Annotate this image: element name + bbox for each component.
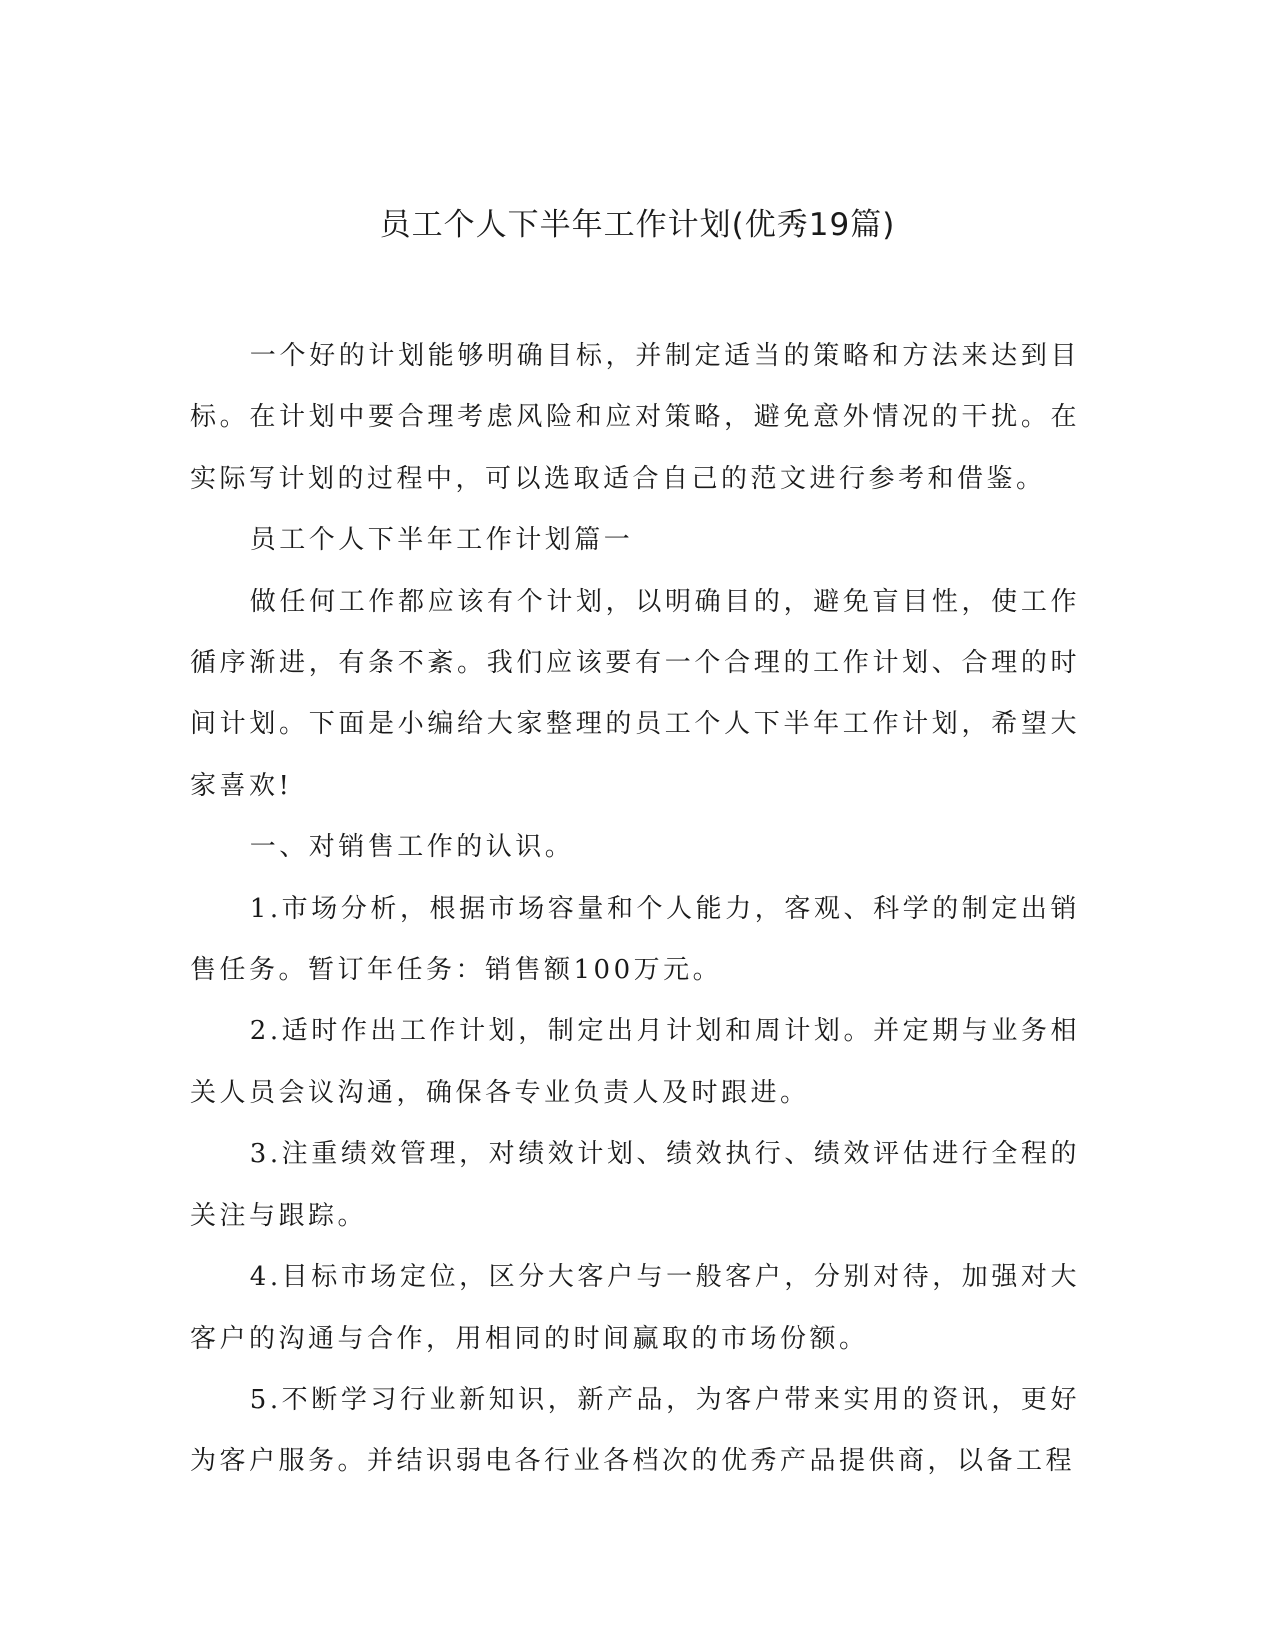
intro-paragraph: 一个好的计划能够明确目标，并制定适当的策略和方法来达到目标。在计划中要合理考虑风险和应对策略，避免意外情况的干扰。在实际写计划的过程中，可以选取适合自己的范文进行参考和借鉴。 [190,341,1080,494]
document-body [190,326,1080,1493]
list-item-continuous-learning: 5.不断学习行业新知识，新产品，为客户带来实用的资讯，更好为客户服务。并结识弱电各行业各档次的优秀产品提供商，以备工程 [190,1384,1080,1477]
section-heading-sales-understanding: 一、对销售工作的认识。 [249,832,575,863]
section-heading-part-one: 员工个人下半年工作计划篇一 [249,525,634,556]
list-item-performance-management: 3.注重绩效管理，对绩效计划、绩效执行、绩效评估进行全程的关注与跟踪。 [190,1139,1080,1231]
list-item-work-plan: 2.适时作出工作计划，制定出月计划和周计划。并定期与业务相关人员会议沟通，确保各专业负责人及时跟进。 [190,1016,1080,1108]
document-title: 员工个人下半年工作计划(优秀19篇) [379,207,896,243]
list-item-target-market: 4.目标市场定位，区分大客户与一般客户，分别对待，加强对大客户的沟通与合作，用相同的时间赢取的市场份额。 [190,1262,1080,1354]
list-item-market-analysis: 1.市场分析，根据市场容量和个人能力，客观、科学的制定出销售任务。暂订年任务：销售额100万元。 [190,893,1080,986]
preface-paragraph: 做任何工作都应该有个计划，以明确目的，避免盲目性，使工作循序渐进，有条不紊。我们应该要有一个合理的工作计划、合理的时间计划。下面是小编给大家整理的员工个人下半年工作计划，希望大家喜欢! [190,586,1080,801]
